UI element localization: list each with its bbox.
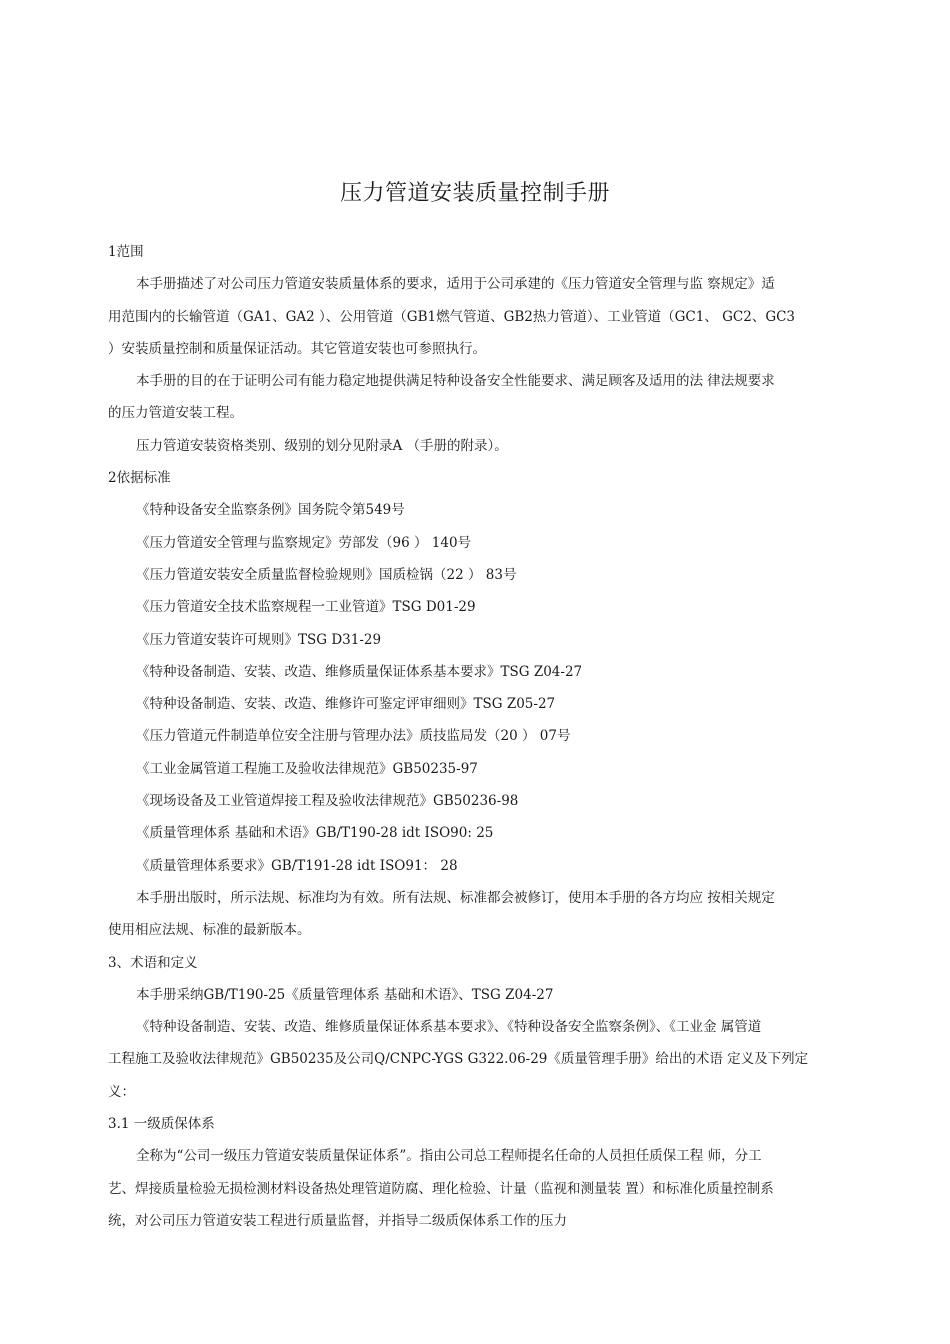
text-line: 本手册描述了对公司压力管道安装质量体系的要求，适用于公司承建的《压力管道安全管理与监 察规定》适	[136, 276, 775, 293]
text-line: 2依据标准	[108, 470, 171, 487]
text-line: 《压力管道安全技术监察规程一工业管道》TSG D01-29	[136, 599, 476, 616]
text-line: 《质量管理体系要求》GB/T191-28 idt ISO91： 28	[136, 857, 458, 874]
text-line: 《现场设备及工业管道焊接工程及验收法律规范》GB50236-98	[136, 793, 519, 810]
text-line: 《特种设备安全监察条例》国务院令第549号	[136, 502, 405, 519]
text-line: 《工业金属管道工程施工及验收法律规范》GB50235-97	[136, 760, 478, 777]
text-line: 使用相应法规、标准的最新版本。	[108, 922, 311, 939]
text-line: 本手册出版时，所示法规、标准均为有效。所有法规、标准都会被修订，使用本手册的各方均应 按相关规定	[136, 889, 775, 906]
text-line: 《压力管道安装许可规则》TSG D31-29	[136, 631, 382, 648]
text-line: 压力管道安装资格类别、级别的划分见附录A （手册的附录）。	[136, 437, 508, 454]
text-line: 义：	[108, 1083, 135, 1100]
text-line: 统，对公司压力管道安装工程进行质量监督，并指导二级质保体系工作的压力	[108, 1212, 567, 1229]
text-line: 本手册的目的在于证明公司有能力稳定地提供满足特种设备安全性能要求、满足顾客及适用的法 律法规要求	[136, 373, 775, 390]
text-line: 《质量管理体系 基础和术语》GB/T190-28 idt ISO90: 25	[136, 825, 494, 842]
text-line: 《特种设备制造、安装、改造、维修许可鉴定评审细则》TSG Z05-27	[136, 696, 556, 713]
text-line: 的压力管道安装工程。	[108, 405, 243, 422]
page-title: 压力管道安装质量控制手册	[339, 181, 610, 206]
text-line: 全称为“公司一级压力管道安装质量保证体系”。指由公司总工程师提名任命的人员担任质保工程 师，分工	[136, 1148, 762, 1165]
document-body	[108, 236, 856, 1237]
text-line: 3.1 一级质保体系	[108, 1116, 215, 1133]
text-line: 工程施工及验收法律规范》GB50235及公司Q/CNPC-YGS G322.06-29《质量管理手册》给出的术语 定义及下列定	[108, 1051, 809, 1068]
text-line: 《特种设备制造、安装、改造、维修质量保证体系基本要求》、《特种设备安全监察条例》、《工业金 属管道	[136, 1019, 762, 1036]
text-line: 《压力管道安装安全质量监督检验规则》国质检锅（22 ） 83号	[136, 566, 517, 583]
text-line: ）安装质量控制和质量保证活动。其它管道安装也可参照执行。	[108, 340, 486, 357]
text-line: 用范围内的长输管道（GA1、GA2 ）、公用管道（GB1燃气管道、GB2热力管道）、工业管道（GC1、 GC2、GC3	[108, 308, 796, 325]
text-line: 3、术语和定义	[108, 954, 198, 971]
text-line: 《压力管道安全管理与监察规定》劳部发（96 ） 140号	[136, 534, 472, 551]
text-line: 《特种设备制造、安装、改造、维修质量保证体系基本要求》TSG Z04-27	[136, 663, 583, 680]
text-line: 《压力管道元件制造单位安全注册与管理办法》质技监局发（20 ） 07号	[136, 728, 571, 745]
text-line: 艺、焊接质量检验无损检测材料设备热处理管道防腐、理化检验、计量（监视和测量装 置）和标准化质量控制系	[108, 1180, 774, 1197]
text-line: 1范围	[108, 244, 144, 260]
text-line: 本手册采纳GB/T190-25《质量管理体系 基础和术语》、TSG Z04-27	[136, 986, 554, 1003]
